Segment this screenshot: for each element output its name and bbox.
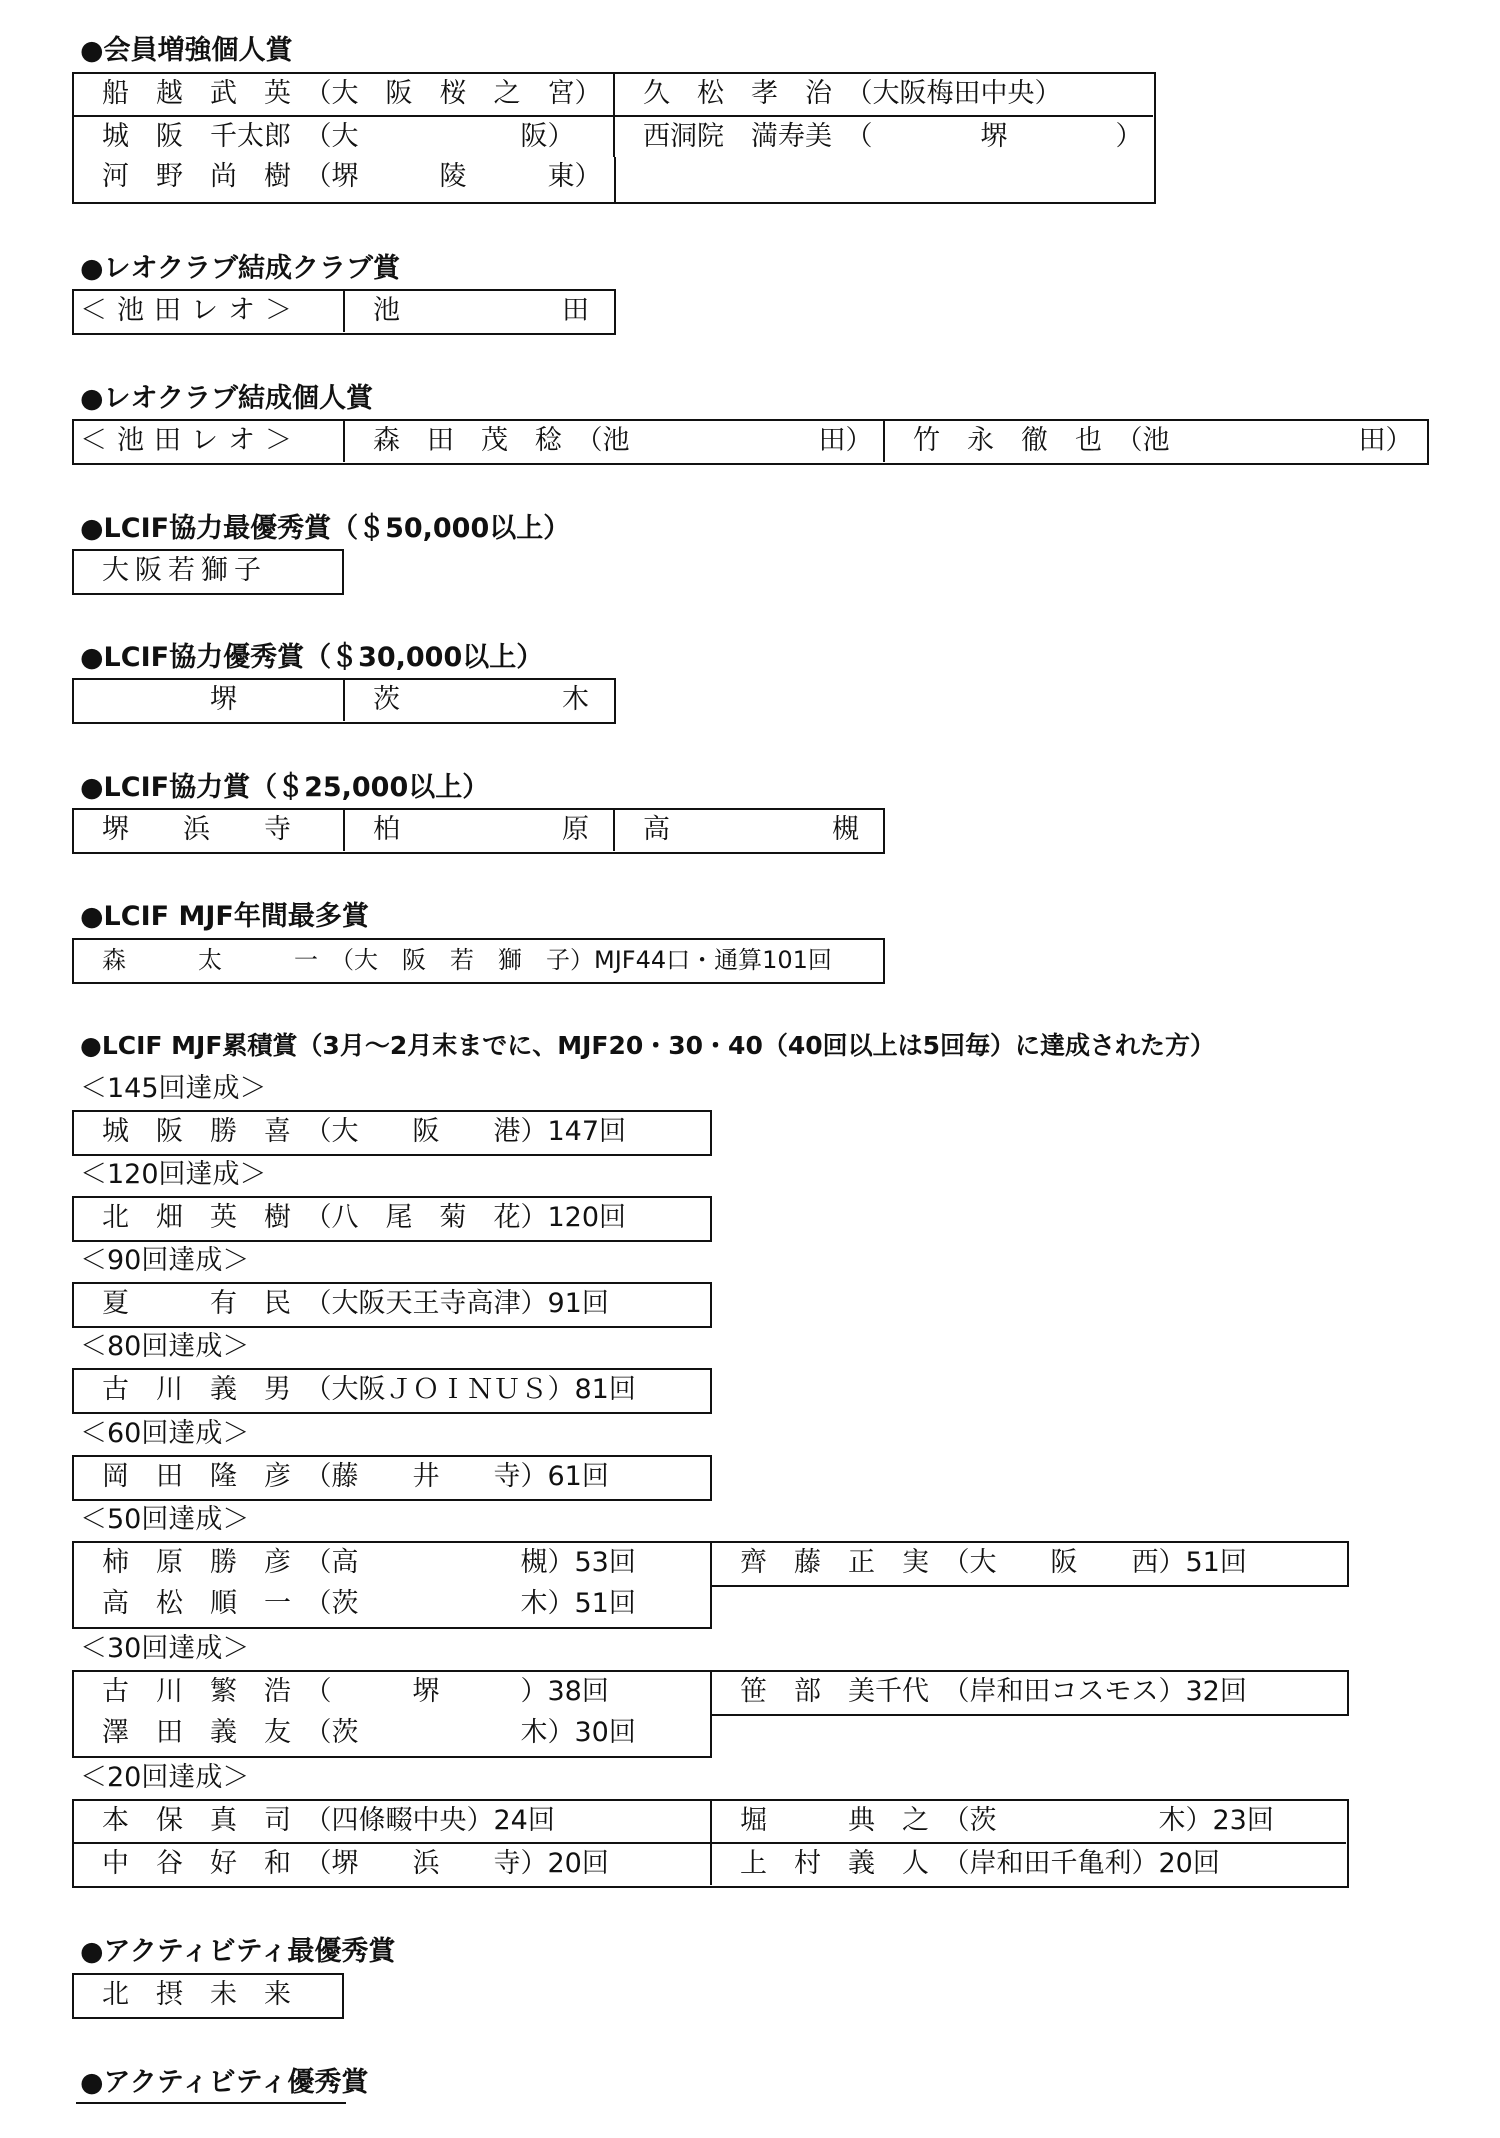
table-cell: 柿 原 勝 彦 （高 槻）53回 bbox=[74, 1543, 712, 1584]
table-cell: 竹 永 徹 也 （池 田） bbox=[913, 425, 1413, 456]
activity-top-award-heading: ●アクティビティ最優秀賞 bbox=[80, 1936, 396, 1967]
table-cell: 河 野 尚 樹 （堺 陵 東） bbox=[102, 161, 602, 192]
group-label: ＜120回達成＞ bbox=[80, 1159, 267, 1190]
group-label: ＜145回達成＞ bbox=[80, 1073, 267, 1104]
leo-club-award-table bbox=[72, 289, 616, 335]
table-cell: 堀 典 之 （茨 木）23回 bbox=[712, 1801, 1346, 1844]
mjf-group-20-table bbox=[72, 1799, 1349, 1888]
table-cell: 笹 部 美千代 （岸和田コスモス）32回 bbox=[740, 1676, 1247, 1707]
table-cell: ＜池田レオ＞ bbox=[74, 291, 345, 332]
table-cell: 城 阪 千太郎 （大 阪） bbox=[74, 117, 615, 160]
leo-club-award-heading: ●レオクラブ結成クラブ賞 bbox=[80, 253, 401, 284]
table-cell: 堺 浜 寺 bbox=[74, 810, 345, 851]
leo-individual-award-heading: ●レオクラブ結成個人賞 bbox=[80, 383, 374, 414]
table-cell: 船 越 武 英 （大 阪 桜 之 宮） bbox=[74, 74, 615, 117]
member-award-heading: ●会員増強個人賞 bbox=[80, 35, 293, 66]
table-cell: 中 谷 好 和 （堺 浜 寺）20回 bbox=[74, 1844, 712, 1885]
mjf-group-120-table bbox=[72, 1196, 712, 1242]
table-cell: 澤 田 義 友 （茨 木）30回 bbox=[102, 1717, 636, 1748]
table-cell: 古 川 繁 浩 （ 堺 ）38回 bbox=[74, 1672, 712, 1713]
table-cell: 西洞院 満寿美 （ 堺 ） bbox=[643, 121, 1143, 152]
table-cell: 齊 藤 正 実 （大 阪 西）51回 bbox=[740, 1547, 1247, 1578]
group-label: ＜50回達成＞ bbox=[80, 1504, 250, 1535]
table-cell: 本 保 真 司 （四條畷中央）24回 bbox=[74, 1801, 712, 1844]
table-cell: 夏 有 民 （大阪天王寺高津）91回 bbox=[102, 1288, 609, 1319]
lcif-top-award-table bbox=[72, 549, 344, 595]
lcif-excellent-award-heading: ●LCIF協力優秀賞（＄30,000以上） bbox=[80, 642, 544, 673]
mjf-group-30-table-row2 bbox=[72, 1713, 712, 1758]
mjf-group-90-table bbox=[72, 1282, 712, 1328]
table-cell: 森 田 茂 稔 （池 田） bbox=[345, 421, 885, 462]
table-cell: 大阪若獅子 bbox=[102, 555, 267, 586]
member-award-table-last-row bbox=[72, 157, 616, 204]
mjf-group-145-table bbox=[72, 1110, 712, 1156]
table-cell: 茨 木 bbox=[373, 684, 589, 715]
mjf-group-50-table-row2 bbox=[72, 1584, 712, 1629]
lcif-top-award-heading: ●LCIF協力最優秀賞（＄50,000以上） bbox=[80, 513, 571, 544]
lcif-coop-award-heading: ●LCIF協力賞（＄25,000以上） bbox=[80, 772, 490, 803]
table-cell: 池 田 bbox=[373, 295, 589, 326]
lcif-coop-award-table bbox=[72, 808, 885, 854]
table-cell: 柏 原 bbox=[345, 810, 615, 851]
group-label: ＜80回達成＞ bbox=[80, 1331, 250, 1362]
group-label: ＜90回達成＞ bbox=[80, 1245, 250, 1276]
mjf-annual-award-heading: ●LCIF MJF年間最多賞 bbox=[80, 901, 369, 932]
table-cell: 森 太 一 （大 阪 若 獅 子）MJF44口・通算101回 bbox=[102, 946, 832, 974]
activity-excellent-award-heading: ●アクティビティ優秀賞 bbox=[80, 2067, 369, 2098]
group-label: ＜60回達成＞ bbox=[80, 1418, 250, 1449]
group-label: ＜30回達成＞ bbox=[80, 1633, 250, 1664]
table-cell: 久 松 孝 治 （大阪梅田中央） bbox=[615, 74, 1153, 117]
table-cell: 北 畑 英 樹 （八 尾 菊 花）120回 bbox=[102, 1202, 627, 1233]
mjf-group-60-table bbox=[72, 1455, 712, 1501]
table-cell: 北 摂 未 来 bbox=[102, 1979, 291, 2010]
table-cell: 高 松 順 一 （茨 木）51回 bbox=[102, 1588, 636, 1619]
mjf-annual-award-table bbox=[72, 938, 885, 984]
lcif-excellent-award-table bbox=[72, 678, 616, 724]
mjf-group-30-table bbox=[72, 1670, 1349, 1716]
table-cell: ＜池田レオ＞ bbox=[74, 421, 345, 462]
activity-top-award-table bbox=[72, 1973, 344, 2019]
table-cell: 岡 田 隆 彦 （藤 井 寺）61回 bbox=[102, 1461, 609, 1492]
table-cell: 城 阪 勝 喜 （大 阪 港）147回 bbox=[102, 1116, 627, 1147]
table-cell: 堺 bbox=[74, 680, 345, 721]
mjf-group-80-table bbox=[72, 1368, 712, 1414]
table-top-border bbox=[76, 2102, 346, 2104]
mjf-cumulative-award-heading: ●LCIF MJF累積賞（3月～2月末までに、MJF20・30・40（40回以上は5回毎）に達成された方） bbox=[80, 1031, 1216, 1060]
table-cell: 上 村 義 人 （岸和田千亀利）20回 bbox=[740, 1848, 1220, 1879]
table-cell: 高 槻 bbox=[643, 814, 859, 845]
leo-individual-award-table bbox=[72, 419, 1429, 465]
group-label: ＜20回達成＞ bbox=[80, 1762, 250, 1793]
table-cell: 古 川 義 男 （大阪ＪＯＩＮＵＳ）81回 bbox=[102, 1374, 636, 1405]
mjf-group-50-table bbox=[72, 1541, 1349, 1587]
